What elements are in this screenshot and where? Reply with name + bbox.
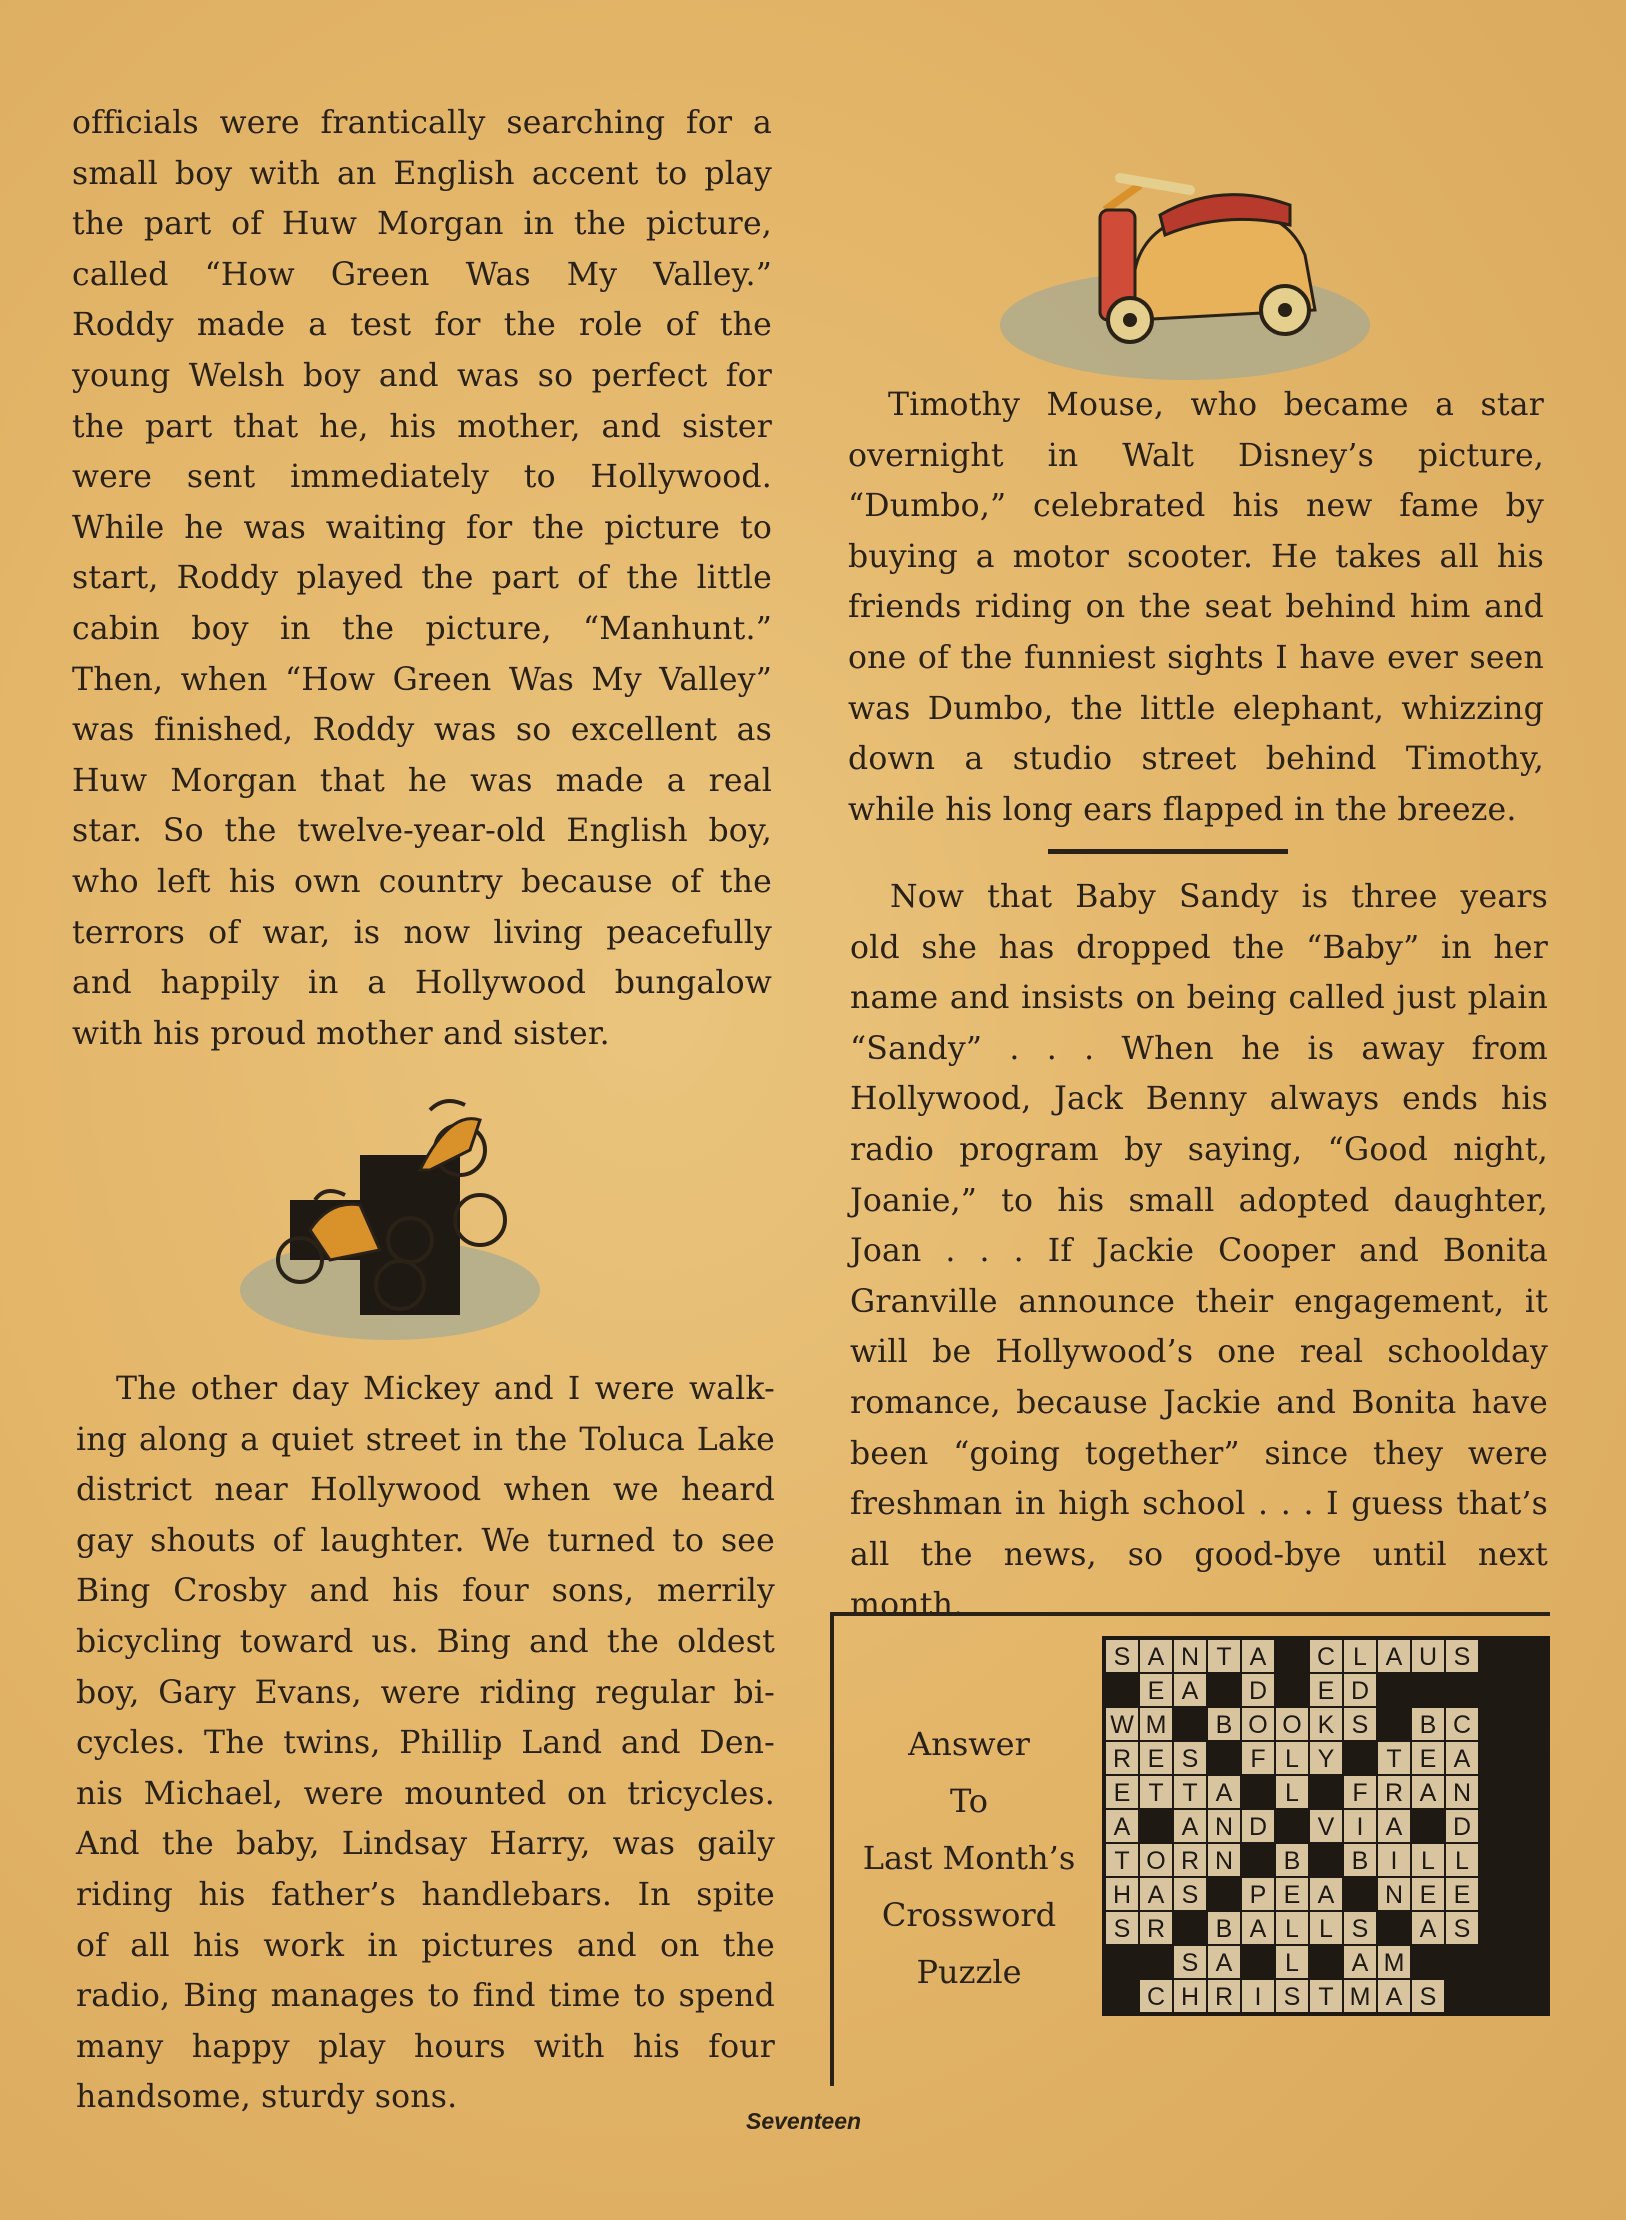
crossword-black-cell: [1343, 1877, 1377, 1911]
crossword-black-cell: [1241, 1843, 1275, 1877]
crossword-letter-cell: E: [1411, 1741, 1445, 1775]
right-column-sandy-article: [850, 872, 1548, 1631]
crossword-letter-cell: N: [1377, 1877, 1411, 1911]
text-line: Hollywood, Jack Benny always ends his: [850, 1081, 1548, 1118]
crossword-letter-cell: A: [1309, 1877, 1343, 1911]
text-line: cabin boy in the picture, “Manhunt.”: [72, 610, 772, 647]
crossword-letter-cell: R: [1105, 1741, 1139, 1775]
text-line: Roddy made a test for the role of the: [72, 307, 772, 344]
crossword-letter-cell: Y: [1309, 1741, 1343, 1775]
text-line: Granville announce their engagement, it: [850, 1283, 1548, 1320]
puzzle-caption-line: Answer: [908, 1725, 1030, 1763]
crossword-letter-cell: E: [1105, 1775, 1139, 1809]
crossword-black-cell: [1479, 1911, 1513, 1945]
text-line: romance, because Jackie and Bonita have: [850, 1384, 1548, 1421]
crossword-black-cell: [1479, 1877, 1513, 1911]
text-line: terrors of war, is now living peacefully: [72, 914, 772, 951]
crossword-black-cell: [1241, 1945, 1275, 1979]
text-line: friends riding on the seat behind him and: [848, 589, 1544, 626]
crossword-letter-cell: A: [1343, 1945, 1377, 1979]
text-line: nis Michael, were mounted on tricycles.: [76, 1775, 775, 1812]
crossword-letter-cell: L: [1275, 1741, 1309, 1775]
crossword-letter-cell: M: [1139, 1707, 1173, 1741]
text-line: “Sandy” . . . When he is away from: [850, 1030, 1548, 1067]
crossword-black-cell: [1411, 1809, 1445, 1843]
crossword-black-cell: [1377, 1911, 1411, 1945]
crossword-letter-cell: R: [1377, 1775, 1411, 1809]
text-line: young Welsh boy and was so perfect for: [72, 357, 772, 394]
text-line: cycles. The twins, Phillip Land and Den-: [76, 1725, 775, 1762]
crossword-black-cell: [1275, 1673, 1309, 1707]
crossword-letter-cell: E: [1139, 1673, 1173, 1707]
crossword-letter-cell: E: [1275, 1877, 1309, 1911]
crossword-letter-cell: C: [1445, 1707, 1479, 1741]
crossword-black-cell: [1513, 1979, 1547, 2013]
text-line: small boy with an English accent to play: [72, 155, 772, 192]
crossword-letter-cell: C: [1139, 1979, 1173, 2013]
crossword-black-cell: [1105, 1673, 1139, 1707]
puzzle-caption-line: Crossword: [881, 1896, 1057, 1934]
text-line: month.: [850, 1587, 964, 1624]
crossword-black-cell: [1207, 1673, 1241, 1707]
crossword-black-cell: [1173, 1911, 1207, 1945]
crossword-letter-cell: L: [1275, 1945, 1309, 1979]
crossword-black-cell: [1479, 1775, 1513, 1809]
scooter-illustration: [995, 160, 1385, 390]
crossword-black-cell: [1105, 1979, 1139, 2013]
crossword-letter-cell: L: [1275, 1911, 1309, 1945]
crossword-letter-cell: S: [1445, 1911, 1479, 1945]
text-line: Now that Baby Sandy is three years: [890, 879, 1548, 915]
crossword-letter-cell: B: [1343, 1843, 1377, 1877]
crossword-letter-cell: D: [1241, 1809, 1275, 1843]
crossword-letter-cell: P: [1241, 1877, 1275, 1911]
crossword-letter-cell: S: [1411, 1979, 1445, 2013]
crossword-black-cell: [1105, 1945, 1139, 1979]
text-line: overnight in Walt Disney’s picture,: [848, 437, 1544, 474]
text-line: the part that he, his mother, and sister: [72, 408, 772, 445]
text-line: was Dumbo, the little elephant, whizzing: [848, 690, 1544, 727]
crossword-letter-cell: E: [1411, 1877, 1445, 1911]
crossword-black-cell: [1479, 1979, 1513, 2013]
text-line: called “How Green Was My Valley.”: [72, 256, 772, 293]
crossword-letter-cell: S: [1173, 1877, 1207, 1911]
section-divider: [1048, 849, 1288, 854]
crossword-letter-cell: A: [1207, 1775, 1241, 1809]
crossword-letter-cell: D: [1241, 1673, 1275, 1707]
wheel-icon: [455, 1195, 505, 1245]
crossword-black-cell: [1513, 1775, 1547, 1809]
crossword-letter-cell: A: [1173, 1809, 1207, 1843]
text-line: one of the funniest sights I have ever seen: [848, 639, 1544, 676]
crossword-letter-cell: S: [1445, 1639, 1479, 1673]
crossword-black-cell: [1445, 1945, 1479, 1979]
text-line: Joanie,” to his small adopted daughter,: [850, 1182, 1548, 1219]
text-line: name and insists on being called just plain: [850, 980, 1548, 1017]
crossword-letter-cell: K: [1309, 1707, 1343, 1741]
crossword-letter-cell: I: [1343, 1809, 1377, 1843]
text-line: officials were frantically searching for a: [72, 105, 772, 141]
crossword-letter-cell: O: [1241, 1707, 1275, 1741]
text-line: “Dumbo,” celebrated his new fame by: [848, 488, 1544, 525]
crossword-letter-cell: W: [1105, 1707, 1139, 1741]
text-line: all the news, so good-bye until next: [850, 1536, 1548, 1573]
crossword-letter-cell: F: [1241, 1741, 1275, 1775]
crossword-answer-box: [830, 1612, 1550, 2086]
crossword-letter-cell: U: [1411, 1639, 1445, 1673]
crossword-letter-cell: B: [1207, 1707, 1241, 1741]
crossword-black-cell: [1411, 1673, 1445, 1707]
crossword-black-cell: [1479, 1707, 1513, 1741]
crossword-black-cell: [1275, 1809, 1309, 1843]
crossword-letter-cell: H: [1173, 1979, 1207, 2013]
crossword-letter-cell: D: [1445, 1809, 1479, 1843]
text-line: star. So the twelve-year-old English boy,: [72, 813, 772, 850]
page-number: Seventeen: [746, 2108, 862, 2134]
crossword-letter-cell: L: [1445, 1843, 1479, 1877]
crossword-black-cell: [1513, 1877, 1547, 1911]
puzzle-caption-line: Puzzle: [916, 1953, 1022, 1991]
crossword-black-cell: [1309, 1843, 1343, 1877]
crossword-black-cell: [1207, 1877, 1241, 1911]
text-line: radio program by saying, “Good night,: [850, 1131, 1548, 1168]
crossword-letter-cell: T: [1139, 1775, 1173, 1809]
crossword-letter-cell: L: [1343, 1639, 1377, 1673]
crossword-letter-cell: S: [1105, 1639, 1139, 1673]
crossword-letter-cell: N: [1207, 1843, 1241, 1877]
text-line: And the baby, Lindsay Harry, was gaily: [76, 1826, 775, 1863]
text-line: who left his own country because of the: [72, 863, 772, 900]
crossword-black-cell: [1241, 1775, 1275, 1809]
crossword-letter-cell: T: [1173, 1775, 1207, 1809]
crossword-letter-cell: A: [1445, 1741, 1479, 1775]
crossword-black-cell: [1445, 1979, 1479, 2013]
crossword-letter-cell: T: [1105, 1843, 1139, 1877]
crossword-letter-cell: A: [1377, 1979, 1411, 2013]
crossword-letter-cell: I: [1241, 1979, 1275, 2013]
crossword-black-cell: [1207, 1741, 1241, 1775]
crossword-black-cell: [1309, 1775, 1343, 1809]
text-line: gay shouts of laughter. We turned to see: [76, 1522, 775, 1559]
text-line: the part of Huw Morgan in the picture,: [72, 206, 772, 243]
text-line: The other day Mickey and I were walk-: [116, 1371, 775, 1407]
text-line: Huw Morgan that he was made a real: [72, 762, 772, 799]
crossword-letter-cell: N: [1445, 1775, 1479, 1809]
crossword-letter-cell: S: [1275, 1979, 1309, 2013]
crossword-letter-cell: A: [1139, 1877, 1173, 1911]
text-line: with his proud mother and sister.: [72, 1015, 610, 1052]
crossword-black-cell: [1479, 1843, 1513, 1877]
crossword-black-cell: [1513, 1639, 1547, 1673]
crossword-letter-cell: C: [1309, 1639, 1343, 1673]
crossword-black-cell: [1139, 1945, 1173, 1979]
right-column-timothy-article: [848, 380, 1544, 835]
left-column-bottom-article: [76, 1364, 775, 2123]
text-line: was finished, Roddy was so excellent as: [72, 712, 772, 749]
crossword-letter-cell: B: [1411, 1707, 1445, 1741]
crossword-black-cell: [1309, 1945, 1343, 1979]
crossword-black-cell: [1173, 1707, 1207, 1741]
text-line: been “going together” since they were: [850, 1435, 1548, 1472]
text-line: ing along a quiet street in the Toluca Lake: [76, 1421, 775, 1458]
crossword-letter-cell: A: [1377, 1809, 1411, 1843]
crossword-black-cell: [1479, 1639, 1513, 1673]
crossword-letter-cell: A: [1139, 1639, 1173, 1673]
text-line: were sent immediately to Hollywood.: [72, 459, 772, 496]
crossword-letter-cell: S: [1105, 1911, 1139, 1945]
crossword-letter-cell: E: [1445, 1877, 1479, 1911]
crossword-letter-cell: E: [1139, 1741, 1173, 1775]
text-line: old she has dropped the “Baby” in her: [850, 929, 1548, 966]
crossword-black-cell: [1479, 1673, 1513, 1707]
crossword-letter-cell: V: [1309, 1809, 1343, 1843]
bicycles-illustration: [230, 1090, 550, 1360]
crossword-black-cell: [1479, 1945, 1513, 1979]
text-line: freshman in high school . . . I guess that’s: [850, 1486, 1548, 1523]
text-line: While he was waiting for the picture to: [72, 509, 772, 546]
text-line: start, Roddy played the part of the little: [72, 560, 772, 597]
crossword-letter-cell: S: [1343, 1707, 1377, 1741]
crossword-black-cell: [1513, 1809, 1547, 1843]
crossword-black-cell: [1377, 1707, 1411, 1741]
text-line: will be Hollywood’s one real schoolday: [850, 1334, 1548, 1371]
crossword-letter-cell: A: [1411, 1911, 1445, 1945]
crossword-letter-cell: A: [1105, 1809, 1139, 1843]
crossword-letter-cell: L: [1275, 1775, 1309, 1809]
crossword-letter-cell: B: [1207, 1911, 1241, 1945]
crossword-black-cell: [1479, 1809, 1513, 1843]
crossword-letter-cell: S: [1173, 1741, 1207, 1775]
crossword-letter-cell: D: [1343, 1673, 1377, 1707]
crossword-letter-cell: A: [1173, 1673, 1207, 1707]
left-column-top-article: [72, 98, 772, 1059]
crossword-letter-cell: N: [1173, 1639, 1207, 1673]
text-line: down a studio street behind Timothy,: [848, 741, 1544, 778]
crossword-letter-cell: N: [1207, 1809, 1241, 1843]
text-line: handsome, sturdy sons.: [76, 2079, 458, 2116]
text-line: boy, Gary Evans, were riding regular bi-: [76, 1674, 775, 1711]
crossword-letter-cell: T: [1377, 1741, 1411, 1775]
crossword-black-cell: [1513, 1741, 1547, 1775]
crossword-black-cell: [1445, 1673, 1479, 1707]
text-line: and happily in a Hollywood bungalow: [72, 965, 772, 1002]
text-line: Timothy Mouse, who became a star: [888, 387, 1544, 423]
crossword-black-cell: [1343, 1741, 1377, 1775]
crossword-black-cell: [1513, 1945, 1547, 1979]
crossword-black-cell: [1513, 1673, 1547, 1707]
text-line: bicycling toward us. Bing and the oldest: [76, 1623, 775, 1660]
crossword-letter-cell: R: [1173, 1843, 1207, 1877]
text-line: buying a motor scooter. He takes all his: [848, 538, 1544, 575]
puzzle-caption-line: Last Month’s: [862, 1839, 1076, 1877]
text-line: radio, Bing manages to find time to spend: [76, 1978, 775, 2015]
crossword-black-cell: [1513, 1843, 1547, 1877]
crossword-letter-cell: L: [1309, 1911, 1343, 1945]
crossword-letter-cell: R: [1207, 1979, 1241, 2013]
text-line: Bing Crosby and his four sons, merrily: [76, 1573, 775, 1610]
crossword-letter-cell: M: [1377, 1945, 1411, 1979]
crossword-letter-cell: A: [1241, 1911, 1275, 1945]
text-line: many happy play hours with his four: [76, 2028, 775, 2065]
text-line: riding his father’s handlebars. In spite: [76, 1876, 775, 1913]
text-line: of all his work in pictures and on the: [76, 1927, 775, 1964]
crossword-letter-cell: L: [1411, 1843, 1445, 1877]
crossword-letter-cell: H: [1105, 1877, 1139, 1911]
text-line: while his long ears flapped in the breeze.: [848, 791, 1517, 828]
crossword-black-cell: [1479, 1741, 1513, 1775]
puzzle-caption-line: To: [949, 1782, 989, 1820]
crossword-letter-cell: M: [1343, 1979, 1377, 2013]
crossword-black-cell: [1513, 1911, 1547, 1945]
crossword-black-cell: [1139, 1809, 1173, 1843]
crossword-letter-cell: F: [1343, 1775, 1377, 1809]
crossword-letter-cell: I: [1377, 1843, 1411, 1877]
crossword-letter-cell: S: [1173, 1945, 1207, 1979]
puzzle-caption: [834, 1716, 1104, 2001]
crossword-letter-cell: A: [1377, 1639, 1411, 1673]
crossword-letter-cell: S: [1343, 1911, 1377, 1945]
text-line: Then, when “How Green Was My Valley”: [72, 661, 772, 698]
crossword-black-cell: [1513, 1707, 1547, 1741]
crossword-grid: [1102, 1636, 1550, 2016]
text-line: district near Hollywood when we heard: [76, 1472, 775, 1509]
crossword-letter-cell: E: [1309, 1673, 1343, 1707]
text-line: Joan . . . If Jackie Cooper and Bonita: [850, 1233, 1548, 1270]
crossword-black-cell: [1411, 1945, 1445, 1979]
crossword-letter-cell: A: [1207, 1945, 1241, 1979]
crossword-letter-cell: R: [1139, 1911, 1173, 1945]
crossword-letter-cell: T: [1309, 1979, 1343, 2013]
crossword-letter-cell: A: [1241, 1639, 1275, 1673]
crossword-black-cell: [1275, 1639, 1309, 1673]
crossword-black-cell: [1377, 1673, 1411, 1707]
crossword-letter-cell: O: [1139, 1843, 1173, 1877]
crossword-letter-cell: O: [1275, 1707, 1309, 1741]
crossword-letter-cell: B: [1275, 1843, 1309, 1877]
crossword-letter-cell: A: [1411, 1775, 1445, 1809]
crossword-letter-cell: T: [1207, 1639, 1241, 1673]
